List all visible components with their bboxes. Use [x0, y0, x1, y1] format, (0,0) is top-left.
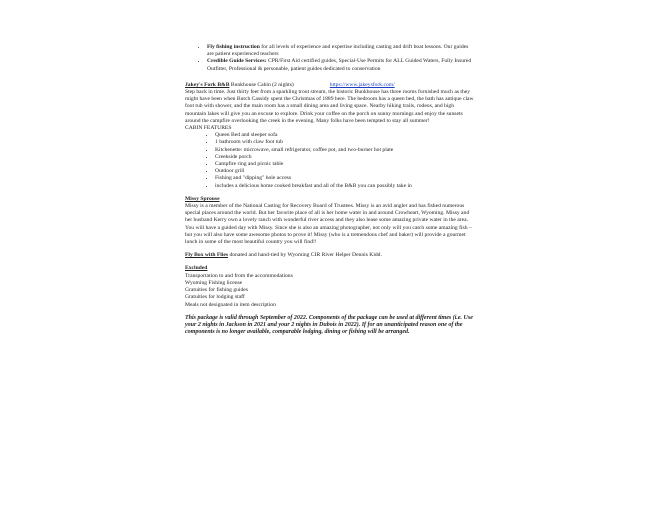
list-item: • Credible Guide Services: CPR/First Aid certified guides, Special-Use Permits for ALL Guided Waters, Fully Insured Outfitter, Professional & personable, patient guides dedicated to conservation — [207, 58, 475, 72]
jakeys-heading — [185, 82, 475, 89]
list-item: Transportation to and from the accommodations — [185, 272, 293, 279]
jakeys-link[interactable]: https://www.jakeysfork.com/ — [329, 81, 395, 88]
list-item: • Creekside porch — [215, 154, 475, 161]
flybox-text: donated and hand-tied by Wyoming CIR River Helper Dennis Kidd. — [228, 252, 382, 259]
features-header: CABIN FEATURES — [185, 125, 232, 132]
services-list — [185, 44, 475, 73]
list-item: Meals not designated in item description — [185, 301, 276, 308]
list-item: • Fly fishing instruction for all levels of experience and expertise including casting and drift boat lessons. Our guides are patient experienced teachers — [207, 44, 475, 58]
list-item: Gratuities for lodging staff — [185, 294, 245, 301]
flybox-section — [185, 252, 475, 259]
jakeys-subtitle: Bunkhouse Cabin (2 nights) — [229, 81, 294, 88]
list-item: • includes a delicious home cooked breakfast and all of the B&B you can possibly take in — [215, 183, 475, 190]
excluded-title: Excluded — [185, 265, 208, 272]
jakeys-title: Jakey's Fork B&B — [185, 81, 230, 88]
list-item: Gratuities for fishing guides — [185, 287, 248, 294]
flybox-title: Fly Box with Flies — [185, 252, 229, 259]
list-item: • Outdoor grill — [215, 168, 475, 175]
missy-title: Missy Sprouse — [185, 195, 220, 202]
jakeys-description: Step back in time. Just thirty feet from a sparkling trout stream, the historic Bunkhouse has three rooms furnished much as they might have been when Butch Cassidy spent the Christmas of 1889 here. The bedroom has a queen bed, the bath has antique claw foot tub with shower, and the main room has a small dining area and living space. Nearby hiking trails, rodeos, and high mountain lakes will give you an excuse to explore. Drink your coffee on the porch on sunny mornings and enjoy the sunsets around the campfire overlooking the creek in the evening. Many folks have been tempted to stay all summer! — [185, 89, 474, 124]
missy-text: Missy is a member of the National Casting for Recovery Board of Trustees. Missy is an avid angler and has fished numerous special places around the world. But her favorite place of all is her home water in and around Crowheart, Wyoming. Missy and her husband Kerry own a lovely ranch with wonderful river access and they also lease some amazing private water in the area. You will have a guided day with Missy. Since she is also an amazing photographer, not only will you catch some amazing fish – but you will also have some awesome photos to prove it! Missy (who is a tremendous chef and baker) will provide a gourmet lunch in some of the most beautiful country you will find!! — [185, 203, 472, 246]
list-item: • Kitchenette: microwave, small refrigerator, coffee pot, and two-burner hot plate — [215, 147, 475, 154]
list-item: • Campfire ring and picnic table — [215, 161, 475, 168]
validity-notice: This package is valid through September of 2022. Components of the package can be used at different times (i.e. Use your 2 nights in Jackson in 2021 and your 2 nights in Dubois in 2022). If for an unanticipated reason one of the components is no longer available, comparable lodging, dining or fishing will be arranged. — [185, 314, 473, 336]
list-item: • Queen Bed and sleeper sofa — [215, 132, 475, 139]
list-item: Wyoming Fishing license — [185, 279, 243, 286]
missy-section — [185, 196, 475, 246]
list-item: • 1 bathroom with claw foot tub — [215, 139, 475, 146]
document-content — [185, 44, 475, 336]
features-list — [185, 132, 475, 190]
list-item: • Fishing and "dipping" hole access — [215, 175, 475, 182]
excluded-section — [185, 265, 475, 308]
